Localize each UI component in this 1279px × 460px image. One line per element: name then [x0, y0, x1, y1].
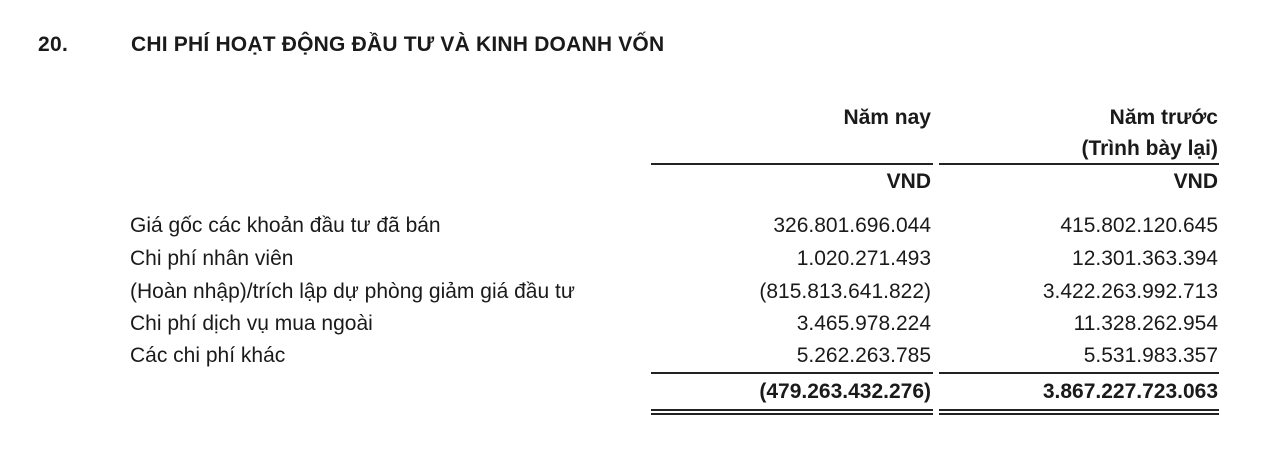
- row-value-prior: 12.301.363.394: [1072, 247, 1218, 270]
- row-value-prior: 11.328.262.954: [1073, 312, 1218, 335]
- total-rule-prior: [939, 372, 1219, 374]
- double-rule-prior-top: [939, 409, 1219, 411]
- column-subheader-prior-year: (Trình bày lại): [1081, 137, 1218, 160]
- double-rule-current-bottom: [651, 413, 933, 415]
- total-rule-current: [651, 372, 933, 374]
- row-value-prior: 415.802.120.645: [1060, 214, 1218, 237]
- row-value-current: 5.262.263.785: [796, 344, 931, 367]
- row-value-prior: 5.531.983.357: [1083, 344, 1218, 367]
- row-label: Các chi phí khác: [130, 344, 286, 367]
- section-title: CHI PHÍ HOẠT ĐỘNG ĐẦU TƯ VÀ KINH DOANH VỐN: [131, 33, 665, 56]
- double-rule-prior-bottom: [939, 413, 1219, 415]
- row-value-current: 326.801.696.044: [773, 214, 931, 237]
- row-label: Chi phí nhân viên: [130, 247, 294, 270]
- section-number: 20.: [38, 33, 69, 56]
- row-value-current: 3.465.978.224: [796, 312, 931, 335]
- row-value-prior: 3.422.263.992.713: [1042, 280, 1218, 303]
- unit-prior-year: VND: [1173, 170, 1218, 193]
- unit-current-year: VND: [886, 170, 931, 193]
- double-rule-current-top: [651, 409, 933, 411]
- row-value-current: 1.020.271.493: [796, 247, 931, 270]
- total-value-prior: 3.867.227.723.063: [1042, 380, 1218, 403]
- header-rule-current: [651, 163, 933, 165]
- header-rule-prior: [939, 163, 1219, 165]
- row-label: Giá gốc các khoản đầu tư đã bán: [130, 214, 441, 237]
- column-header-current-year: Năm nay: [843, 106, 931, 129]
- column-header-prior-year: Năm trước: [1109, 106, 1218, 129]
- row-value-current: (815.813.641.822): [759, 280, 931, 303]
- row-label: (Hoàn nhập)/trích lập dự phòng giảm giá đầu tư: [130, 280, 575, 303]
- total-value-current: (479.263.432.276): [759, 380, 931, 403]
- row-label: Chi phí dịch vụ mua ngoài: [130, 312, 373, 335]
